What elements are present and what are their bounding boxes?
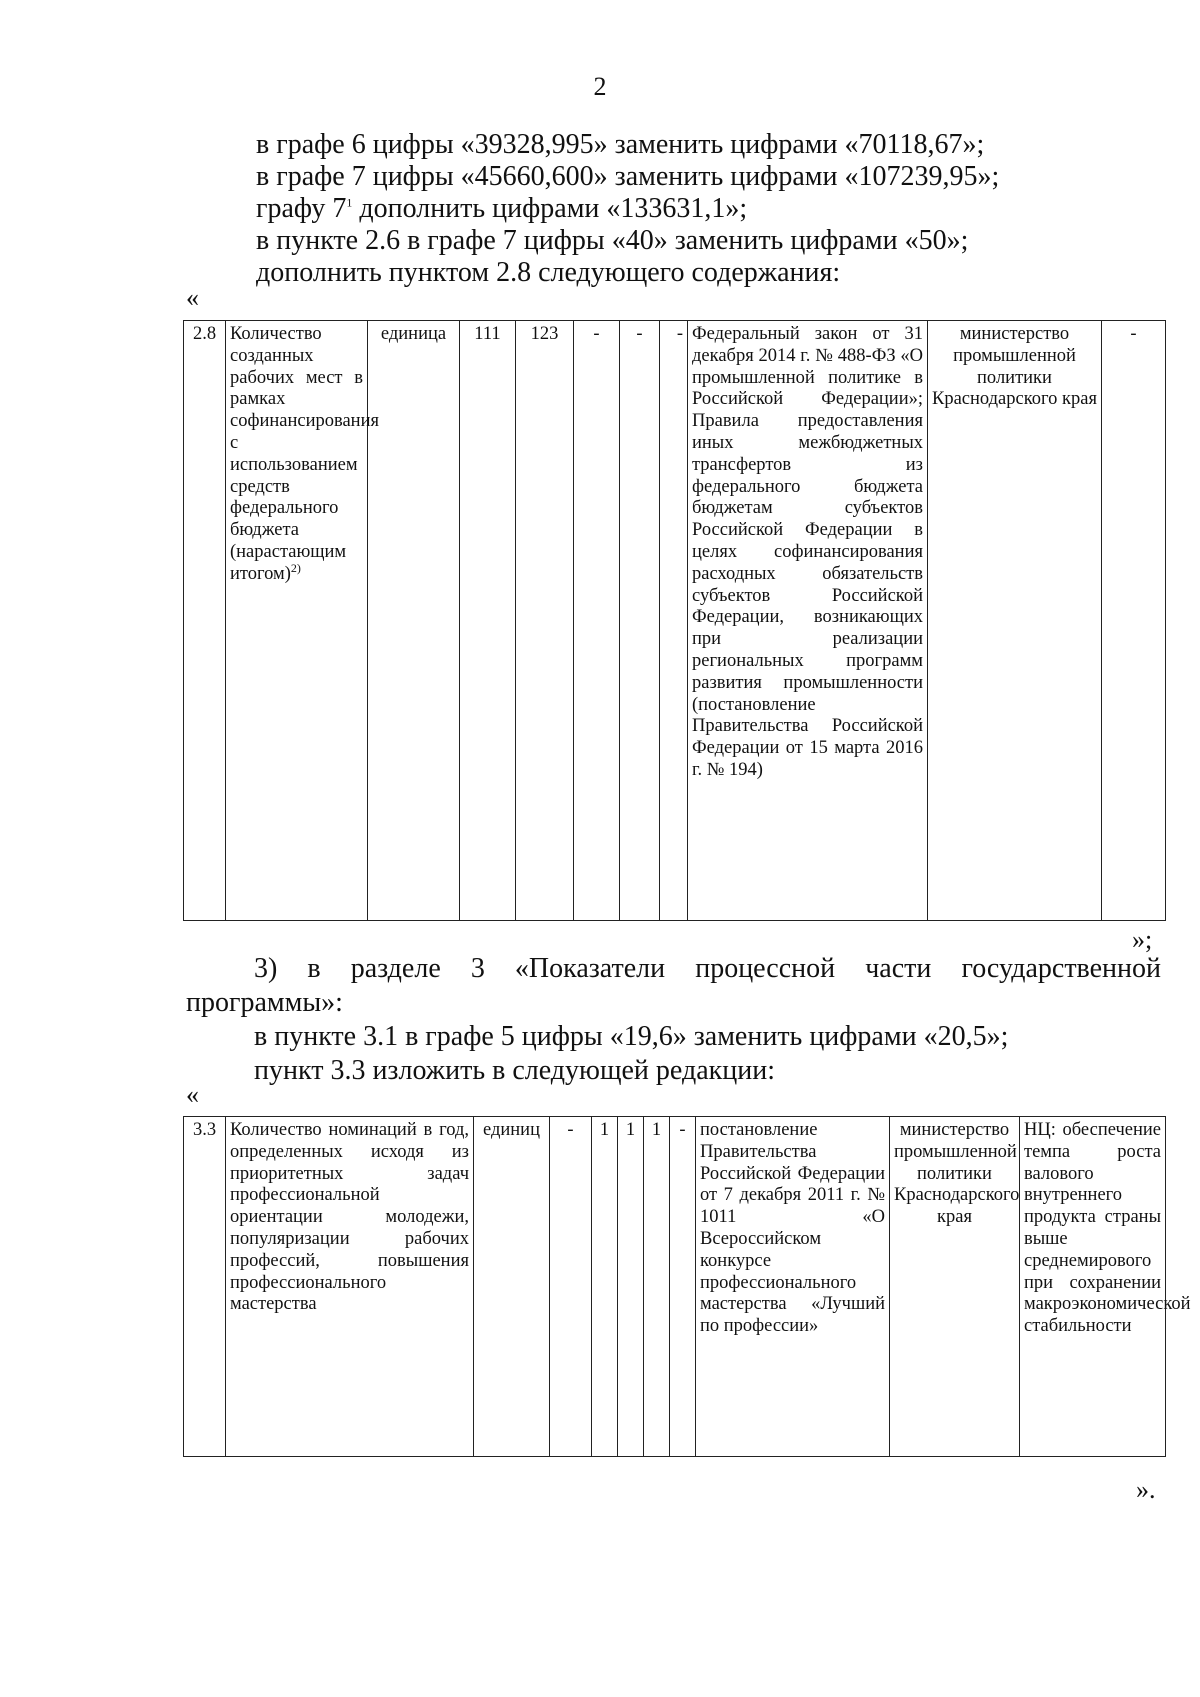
row-number: 2.8	[184, 321, 226, 921]
unit-cell: единиц	[474, 1117, 550, 1457]
value-cell-6: 1	[618, 1117, 644, 1457]
section-3-heading: 3) в разделе 3 «Показатели процессной части государственной программы»:	[186, 953, 1161, 1018]
responsible-cell: министерство промышленной политики Краснодарского края	[890, 1117, 1020, 1457]
indicator-name: Количество созданных рабочих мест в рамках софинансирования с использованием средств федерального бюджета (нарастающим итогом)$^{2)}$	[226, 321, 368, 921]
indicator-name: Количество номинаций в год, определенных исходя из приоритетных задач профессиональной ориентации молодежи, популяризации рабочих профессий, повышения профессионального мастерства	[226, 1117, 474, 1457]
section-3-line-point33: пункт 3.3 изложить в следующей редакции:	[254, 1055, 775, 1086]
open-quote-row28: «	[186, 283, 199, 312]
last-column-cell: -	[1102, 321, 1166, 921]
value-cell-4: 111	[460, 321, 516, 921]
table-row	[184, 321, 1166, 921]
open-quote-row33: «	[186, 1080, 199, 1109]
table-row-3.3	[183, 1116, 1191, 1457]
legal-basis-cell: Федеральный закон от 31 декабря 2014 г. № 488-ФЗ «О промышленной политике в Российской Федерации»; Правила предоставления иных межбюджетных трансфертов из федерального бюджета бюджетам субъектов Российской Федерации в целях софинансирования расходных обязательств субъектов Российской Федерации, возникающих при реализации региональных программ развития промышленности (постановление Правительства Российской Федерации от 15 марта 2016 г. № 194)	[688, 321, 928, 921]
value-cell-7: 1	[644, 1117, 670, 1457]
page-number: 2	[593, 72, 607, 101]
table-row-2.8	[183, 320, 1166, 921]
amendment-line-graph71: графу $7^1$ дополнить цифрами «133631,1»;	[256, 193, 748, 224]
row-number: 3.3	[184, 1117, 226, 1457]
amendment-line-graph7: в графе 7 цифры «45660,600» заменить цифрами «107239,95»;	[256, 161, 1000, 192]
close-quote-row28: »;	[1132, 925, 1153, 954]
section-3-line-point31: в пункте 3.1 в графе 5 цифры «19,6» заменить цифрами «20,5»;	[254, 1021, 1009, 1052]
value-cell-5: 1	[592, 1117, 618, 1457]
amendment-line-add-point28: дополнить пунктом 2.8 следующего содержания:	[256, 257, 841, 288]
value-cell-5: 123	[516, 321, 574, 921]
unit-cell: единица	[368, 321, 460, 921]
amendment-line-graph6: в графе 6 цифры «39328,995» заменить цифрами «70118,67»;	[256, 129, 985, 160]
section-3-text	[186, 952, 1161, 1088]
legal-basis-cell: постановление Правительства Российской Федерации от 7 декабря 2011 г. № 1011 «О Всероссийском конкурсе профессионального мастерства «Лучший по профессии»	[696, 1117, 890, 1457]
value-cell-8: -	[660, 321, 688, 921]
value-cell-8: -	[670, 1117, 696, 1457]
responsible-cell: министерство промышленной политики Краснодарского края	[928, 321, 1102, 921]
goal-cell: НЦ: обеспечение темпа роста валового внутреннего продукта страны выше среднемирового при сохранении макроэкономической стабильности	[1020, 1117, 1166, 1457]
value-cell-6: -	[574, 321, 620, 921]
value-cell-4: -	[550, 1117, 592, 1457]
value-cell-7: -	[620, 321, 660, 921]
close-quote-row33: ».	[1136, 1475, 1156, 1504]
amendment-line-point26: в пункте 2.6 в графе 7 цифры «40» заменить цифрами «50»;	[256, 225, 969, 256]
table-row	[184, 1117, 1166, 1457]
